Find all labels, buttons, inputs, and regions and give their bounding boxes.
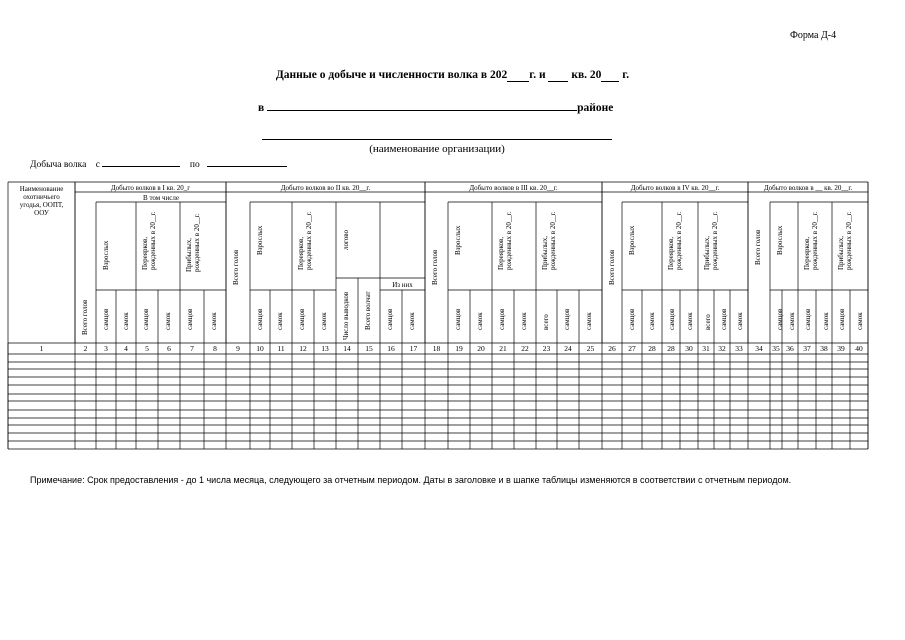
quarter-header: Добыто волков в IV кв. 20__г. <box>630 184 720 192</box>
column-number: 18 <box>432 344 441 353</box>
column-number: 27 <box>628 344 636 353</box>
den-count-label: Число выводков <box>342 291 350 340</box>
pups-label: рожденных в 20__г. <box>711 211 719 270</box>
column-number: 37 <box>803 344 811 353</box>
yearlings-label: рожденных в 20__г. <box>811 211 819 270</box>
district-prefix: в <box>258 102 265 114</box>
column-number: 22 <box>521 344 529 353</box>
females-label: самок <box>476 312 484 330</box>
adults-label: Взрослых <box>454 225 462 255</box>
column-number: 2 <box>83 344 88 353</box>
column-number: 3 <box>104 344 108 353</box>
column-number: 24 <box>564 344 572 353</box>
column-number: 28 <box>648 344 656 353</box>
column-number: 26 <box>608 344 616 353</box>
adults-label: Взрослых <box>628 225 636 255</box>
in-that-number-label: В том числе <box>143 194 179 202</box>
females-label: самок <box>520 312 528 330</box>
column-number: 14 <box>343 344 351 353</box>
column-number: 21 <box>499 344 507 353</box>
column-number: 8 <box>213 344 217 353</box>
title-part-4: г. <box>622 69 630 81</box>
quarter-header: Добыто волков в __ кв. 20__г. <box>763 184 853 192</box>
females-label: самок <box>648 312 656 330</box>
yearlings-label: Переярков, <box>297 236 305 270</box>
column-number: 23 <box>542 344 551 353</box>
title-part-3: кв. 20 <box>571 69 602 81</box>
males-label: самцов <box>102 308 110 330</box>
column-number: 7 <box>190 344 194 353</box>
yearlings-label: рожденных в 20__г. <box>675 211 683 270</box>
den-label: логово <box>342 230 350 250</box>
period-label: Добыча волка <box>30 160 87 170</box>
column-1-header-line: угодья, ООПТ, <box>19 201 64 209</box>
all-heads-label: Всего голов <box>232 249 240 285</box>
pups-label: Прибылых, <box>185 237 193 272</box>
females-label: самок <box>210 312 218 330</box>
column-number: 36 <box>786 344 794 353</box>
of-them-label: Из них <box>392 281 413 289</box>
quarter-header: Добыто волков в I кв. 20_г <box>110 184 191 192</box>
yearlings-label: Переярков, <box>141 236 149 270</box>
column-number: 40 <box>855 344 863 353</box>
footnote: Примечание: Срок предоставления - до 1 числа месяца, следующего за отчетным периодом. Даты в заголовке и в шапке таблицы изменяются в соответствии с отчетным периодом. <box>30 475 792 485</box>
column-number: 15 <box>365 344 373 353</box>
yearlings-label: рожденных в 20__г. <box>305 211 313 270</box>
all-heads-label: Всего голов <box>431 249 439 285</box>
column-number: 25 <box>586 344 595 353</box>
period-to-label: по <box>189 160 200 170</box>
title-part-1: Данные о добыче и численности волка в 202 <box>275 69 508 81</box>
column-number: 13 <box>321 344 329 353</box>
adults-label: Взрослых <box>102 240 110 270</box>
district-suffix: районе <box>577 102 614 114</box>
column-number: 39 <box>837 344 845 353</box>
pups-label: рожденных в 20__г. <box>845 211 853 270</box>
all-heads-label: Всего голов <box>608 249 616 285</box>
column-1-header-line: охотничьего <box>23 193 60 201</box>
yearlings-label: Переярков, <box>667 236 675 270</box>
males-label: самцов <box>838 308 846 330</box>
title-part-2: г. и <box>529 69 546 81</box>
den-total-label: Всего волчат <box>364 291 372 330</box>
column-number: 16 <box>387 344 395 353</box>
column-number: 20 <box>477 344 485 353</box>
column-number: 31 <box>702 344 710 353</box>
column-number: 11 <box>277 344 285 353</box>
yearlings-label: Переярков, <box>497 236 505 270</box>
column-number: 35 <box>772 344 780 353</box>
females-label: самок <box>276 312 284 330</box>
females-label: самок <box>736 312 744 330</box>
pups-label: рожденных в 20__г. <box>193 213 201 272</box>
males-label: самцов <box>720 308 728 330</box>
column-1-header-line: ООУ <box>34 209 49 217</box>
column-number: 5 <box>145 344 149 353</box>
males-label: самцов <box>628 308 636 330</box>
males-label: самцов <box>563 308 571 330</box>
column-number: 30 <box>685 344 693 353</box>
males-label: самцов <box>668 308 676 330</box>
all-heads-label: Всего голов <box>81 299 89 335</box>
period-from-label: с <box>95 160 101 170</box>
females-label: самок <box>164 312 172 330</box>
yearlings-label: Переярков, <box>803 236 811 270</box>
pups-label: Прибылых, <box>837 235 845 270</box>
adults-label: Взрослых <box>776 225 784 255</box>
column-number: 34 <box>755 344 763 353</box>
column-number: 1 <box>39 344 44 353</box>
yearlings-label: рожденных в 20__г. <box>149 211 157 270</box>
column-number: 6 <box>167 344 171 353</box>
females-label: самок <box>585 312 593 330</box>
females-label: самок <box>788 312 796 330</box>
quarter-header: Добыто волков в III кв. 20__г. <box>469 184 558 192</box>
females-label: самок <box>856 312 864 330</box>
column-number: 9 <box>236 344 240 353</box>
males-label: самцов <box>142 308 150 330</box>
adults-label: Взрослых <box>256 225 264 255</box>
column-number: 32 <box>718 344 726 353</box>
females-label: самок <box>320 312 328 330</box>
yearlings-label: рожденных в 20__г. <box>505 211 513 270</box>
column-number: 4 <box>124 344 128 353</box>
males-label: самцов <box>776 308 784 330</box>
quarter-header: Добыто волков во II кв. 20__г. <box>280 184 371 192</box>
column-number: 17 <box>409 344 418 353</box>
column-number: 38 <box>820 344 828 353</box>
form-code: Форма Д-4 <box>790 30 837 41</box>
males-label: самцов <box>386 308 394 330</box>
all-heads-label: Всего голов <box>754 229 762 265</box>
total-label: всего <box>704 314 712 330</box>
females-label: самок <box>686 312 694 330</box>
females-label: самок <box>408 312 416 330</box>
males-label: самцов <box>256 308 264 330</box>
pups-label: рожденных в 20__г. <box>549 211 557 270</box>
total-label: всего <box>542 314 550 330</box>
column-number: 33 <box>735 344 743 353</box>
column-number: 12 <box>299 344 307 353</box>
column-number: 28 <box>667 344 675 353</box>
column-number: 10 <box>256 344 264 353</box>
males-label: самцов <box>298 308 306 330</box>
females-label: самок <box>122 312 130 330</box>
males-label: самцов <box>454 308 462 330</box>
organization-caption: (наименование организации) <box>369 143 505 155</box>
pups-label: Прибылых, <box>703 235 711 270</box>
males-label: самцов <box>498 308 506 330</box>
column-number: 19 <box>455 344 463 353</box>
pups-label: Прибылых, <box>541 235 549 270</box>
males-label: самцов <box>804 308 812 330</box>
females-label: самок <box>822 312 830 330</box>
column-1-header-line: Наименование <box>19 185 64 193</box>
males-label: самцов <box>186 308 194 330</box>
